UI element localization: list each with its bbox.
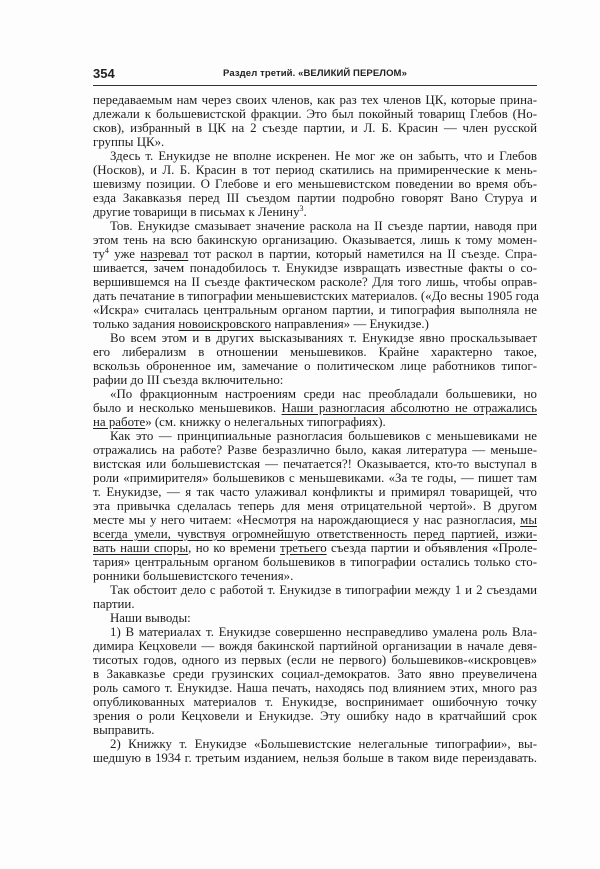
text-run: выправить. — [93, 723, 155, 737]
text-run: роли «примирителя» большевиков с меньшевиками. «За те годы, — пишет там — [93, 471, 537, 485]
section-title: Раздел третий. «ВЕЛИКИЙ ПЕРЕЛОМ» — [223, 68, 407, 79]
paragraph — [93, 429, 537, 583]
text-run: «Искра» считалась центральным органом партии, и типография выполняла не — [93, 303, 537, 317]
text-line — [93, 639, 537, 653]
text-line — [93, 163, 537, 177]
text-line — [93, 499, 537, 513]
text-run: тисотых годов, одного из первых (если не первого) большевиков-«искровцев» — [93, 653, 537, 667]
paragraph — [93, 737, 537, 765]
text-line — [93, 261, 537, 275]
text-line — [93, 527, 537, 541]
paragraph — [93, 331, 537, 387]
text-line — [93, 121, 537, 135]
text-line — [93, 247, 537, 261]
text-run: передаваемым нам через своих членов, как раз тех членов ЦК, которые прина- — [93, 93, 537, 107]
paragraph — [93, 583, 537, 611]
text-line — [93, 513, 537, 527]
text-run: этом тень на всю бакинскую организацию. Оказывается, лишь к тому момен- — [93, 233, 537, 247]
text-run: дать печатание в типографии меньшевистских материалов. («До весны 1905 года — [93, 289, 539, 303]
text-run: ту — [93, 247, 105, 261]
text-line — [93, 653, 537, 667]
text-run: вершившемся на II съезде фактическом расколе? Для того лишь, чтобы оправ- — [93, 275, 537, 289]
text-run: т. Енукидзе, — я так часто улаживал конфликты и примирял товарищей, что — [93, 485, 537, 499]
text-run: направления» — Енукидзе.) — [271, 317, 429, 331]
text-run: вистская или большевистская — печатается?! Оказывается, кто-то выступал в — [93, 457, 537, 471]
text-run: съезда партии и объявления «Проле- — [326, 541, 537, 555]
footnote-ref: 3 — [299, 204, 304, 213]
text-run: другие товарищи в письмах к Ленину — [93, 205, 300, 219]
text-line — [93, 93, 537, 107]
text-run: ронники большевистского течения». — [93, 569, 294, 583]
paragraph — [93, 625, 537, 737]
text-line — [93, 429, 537, 443]
text-run: Тов. Енукидзе смазывает значение раскола на II съезде партии, наводя при — [110, 219, 537, 233]
footnote-ref: 4 — [104, 246, 109, 255]
underlined-text: назревал — [140, 247, 189, 261]
text-run: Так обстоит дело с работой т. Енукидзе в типографии между 1 и 2 съездами — [110, 583, 537, 597]
paragraph — [93, 611, 537, 625]
text-run: (Носков), и Л. Б. Красин в тот период скатились на примиренческие к мень- — [93, 163, 537, 177]
text-run: тария» центральным органом большевиков в типографии остались только сто- — [93, 555, 537, 569]
underlined-text: всегда умели, чувствуя огромнейшую ответственность перед партией, изжи- — [93, 527, 537, 541]
text-line — [93, 723, 537, 737]
text-line — [93, 303, 537, 317]
text-run: длежали к большевистской фракции. Это был покойный товарищ Глебов (Но- — [93, 107, 537, 121]
page-body — [93, 93, 537, 765]
text-line — [93, 611, 537, 625]
text-line — [93, 751, 537, 765]
text-line — [93, 681, 537, 695]
text-line — [93, 457, 537, 471]
text-run: тот раскол в партии, который наметился на II съезде. Спра- — [188, 247, 537, 261]
text-run: уже — [108, 247, 141, 261]
text-run: партии. — [93, 597, 135, 611]
text-line — [93, 569, 537, 583]
text-line — [93, 219, 537, 233]
underlined-text: Наши разногласия абсолютно не отражались — [281, 401, 537, 415]
text-line — [93, 205, 537, 219]
text-run: роль самого т. Енукидзе. Наша печать, находясь под влиянием этих, много раз — [93, 681, 537, 695]
paragraph — [93, 93, 537, 149]
text-line — [93, 149, 537, 163]
text-run: шивается, зачем понадобилось т. Енукидзе извращать известные факты о со- — [93, 261, 537, 275]
text-line — [93, 107, 537, 121]
underlined-text: мы — [520, 513, 537, 527]
text-run: было и несколько меньшевиков. — [93, 401, 282, 415]
text-run: шевизму позиции. О Глебове и его меньшевистском поведении во время объ- — [93, 177, 537, 191]
text-run: 2) Книжку т. Енукидзе «Большевистские нелегальные типографии», вы- — [110, 737, 537, 751]
paragraph — [93, 149, 537, 219]
text-run: опубликованных материалов т. Енукидзе, воспринимает ошибочную точку — [93, 695, 537, 709]
text-line — [93, 667, 537, 681]
text-line — [93, 541, 537, 555]
text-run: Здесь т. Енукидзе не вполне искренен. Не мог же он забыть, что и Глебов — [110, 149, 537, 163]
text-run: . — [303, 205, 307, 219]
text-run: » (см. книжку о нелегальных типографиях). — [145, 415, 386, 429]
text-line — [93, 401, 537, 415]
text-run: вскользь оброненное им, замечание о политическом лице работников типог- — [93, 359, 537, 373]
text-run: отражались на работе? Разве безразлично было, какая литература — меньше- — [93, 443, 537, 457]
text-run: зрения о роли Кецховели и Енукидзе. Эту ошибку надо в кратчайший срок — [93, 709, 537, 723]
text-run: эта привычка сделалась теперь для меня отрицательной чертой». В другом — [93, 499, 537, 513]
text-run: димира Кецховели — вождя бакинской партийной организации в начале девя- — [93, 639, 537, 653]
text-run: сков), избранный в ЦК на 2 съезде партии, и Л. Б. Красин — член русской — [93, 121, 537, 135]
text-run: в Закавказье среди грузинских социал-демократов. Зато явно преувеличена — [93, 667, 537, 681]
text-line — [93, 471, 537, 485]
text-run: рафии до III съезда включительно: — [93, 373, 284, 387]
text-line — [93, 275, 537, 289]
running-header — [93, 66, 537, 84]
header-rule — [93, 85, 537, 86]
text-line — [93, 555, 537, 569]
text-line — [93, 583, 537, 597]
text-line — [93, 135, 537, 149]
text-line — [93, 373, 537, 387]
text-run: Как это — принципиальные разногласия большевиков с меньшевиками не — [110, 429, 537, 443]
underlined-text: третьего — [280, 541, 327, 555]
text-run: группы ЦК». — [93, 135, 165, 149]
text-line — [93, 415, 537, 429]
text-run: только задания — [93, 317, 179, 331]
text-line — [93, 695, 537, 709]
page-number: 354 — [93, 66, 115, 81]
text-line — [93, 359, 537, 373]
paragraph — [93, 387, 537, 429]
text-line — [93, 289, 537, 303]
text-line — [93, 625, 537, 639]
text-line — [93, 191, 537, 205]
text-line — [93, 443, 537, 457]
text-line — [93, 317, 537, 331]
text-line — [93, 177, 537, 191]
text-run: его либерализм в отношении меньшевиков. Крайне характерно такое, — [93, 345, 537, 359]
text-run: 1) В материалах т. Енукидзе совершенно несправедливо умалена роль Вла- — [110, 625, 537, 639]
text-run: «По фракционным настроениям среди нас преобладали большевики, но — [110, 387, 537, 401]
text-run: Во всем этом и в других высказываниях т. Енукидзе явно проскальзывает — [110, 331, 537, 345]
text-line — [93, 597, 537, 611]
text-run: шедшую в 1934 г. третьим изданием, нельзя больше в таком виде переиздавать. — [93, 751, 537, 765]
text-line — [93, 709, 537, 723]
underlined-text: новоискровского — [178, 317, 272, 331]
text-run: Наши выводы: — [110, 611, 191, 625]
underlined-text: на работе — [93, 415, 146, 429]
text-run: , но ко времени — [188, 541, 281, 555]
text-line — [93, 485, 537, 499]
text-line — [93, 345, 537, 359]
text-line — [93, 737, 537, 751]
text-line — [93, 331, 537, 345]
paragraph — [93, 219, 537, 331]
text-run: езда Закавказья перед III съездом партии подробно говорят Вано Стуруа и — [93, 191, 537, 205]
text-run: месте мы у него читаем: «Несмотря на нарождающиеся у нас разногласия, — [93, 513, 521, 527]
underlined-text: вать наши споры — [93, 541, 189, 555]
text-line — [93, 233, 537, 247]
text-line — [93, 387, 537, 401]
